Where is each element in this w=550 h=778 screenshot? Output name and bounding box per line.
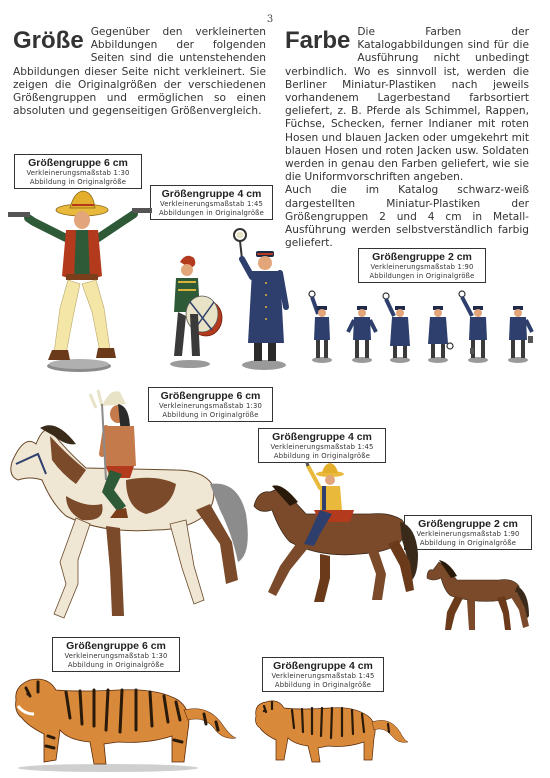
caption-group: Größengruppe 2 cm bbox=[418, 518, 518, 530]
cowboy-on-horse-figure bbox=[250, 462, 422, 610]
railway-men-row bbox=[300, 284, 540, 366]
caption-scale: Verkleinerungsmaßstab 1:45 bbox=[159, 200, 264, 208]
tiger-small-figure bbox=[250, 694, 410, 768]
caption-tiger-6cm bbox=[52, 637, 180, 672]
farbe-heading: Farbe bbox=[285, 27, 351, 54]
caption-original: Abbildung in Originalgröße bbox=[67, 660, 165, 669]
caption-original: Abbildung in Originalgröße bbox=[29, 177, 127, 186]
caption-scale: Verkleinerungsmaßstab 1:30 bbox=[26, 169, 130, 177]
caption-soldiers-2cm bbox=[358, 248, 486, 283]
railway-man-6 bbox=[508, 306, 533, 363]
drummer-figure bbox=[160, 252, 228, 370]
railway-man-4 bbox=[428, 306, 453, 363]
tiger-large-figure bbox=[8, 670, 238, 775]
caption-original: Abbildung in Originalgröße bbox=[274, 680, 372, 689]
caption-tiger-4cm bbox=[262, 657, 384, 692]
railway-man-3 bbox=[383, 293, 410, 363]
caption-original: Abbildungen in Originalgröße bbox=[158, 208, 265, 217]
farbe-section bbox=[285, 26, 529, 250]
caption-scale: Verkleinerungsmaßstab 1:30 bbox=[64, 652, 168, 660]
groesse-section bbox=[13, 26, 266, 118]
page-number: 3 bbox=[266, 14, 274, 25]
caption-horse-2cm bbox=[404, 515, 532, 550]
farbe-body-2: Auch die im Katalog schwarz-weiß dargestellten Miniatur-Plastiken der Größengruppen 2 und 4 cm in Metall-Ausführung werden selbstverständlich farbig geliefert. bbox=[285, 184, 529, 250]
railway-man-2 bbox=[348, 306, 376, 363]
caption-group: Größengruppe 4 cm bbox=[272, 431, 372, 443]
cowboy-figure bbox=[4, 188, 154, 373]
caption-scale: Verkleinerungsmaßstab 1:45 bbox=[270, 443, 374, 451]
railway-man-5 bbox=[459, 291, 488, 363]
caption-scale: Verkleinerungsmaßstab 1:30 bbox=[158, 402, 263, 410]
caption-group: Größengruppe 4 cm bbox=[273, 660, 373, 672]
caption-original: Abbildung in Originalgröße bbox=[162, 410, 259, 419]
caption-original: Abbildungen in Originalgröße bbox=[369, 271, 475, 280]
farbe-body: Die Farben der Katalogabbildungen sind für die Ausführung nicht unbedingt verbindlich. Wo es sinnvoll ist, werden die Berliner Miniatur-Plastiken nach jeweils vorhandenem Lagerbestand farbsortiert geliefert, z. B. Pferde als Schimmel, Rappen, Füchse, Schecken, ferner Indianer mit roten Hosen und blauen Jacken oder umgekehrt mit blauen Hosen und roten Jacken usw. Soldaten werden in genau den Farben geliefert, wie sie die Uniformvorschriften angeben. bbox=[285, 26, 529, 184]
caption-scale: Verkleinerungsmaßstab 1:90 bbox=[416, 530, 520, 538]
caption-group: Größengruppe 2 cm bbox=[372, 251, 472, 263]
caption-scale: Verkleinerungsmaßstab 1:90 bbox=[370, 263, 474, 271]
indian-on-horse-figure bbox=[6, 384, 256, 630]
caption-group: Größengruppe 6 cm bbox=[28, 157, 128, 169]
caption-soldiers-4cm bbox=[150, 185, 273, 220]
station-master-figure bbox=[228, 225, 294, 373]
caption-cowboy-6cm bbox=[14, 154, 142, 189]
caption-group: Größengruppe 4 cm bbox=[161, 188, 262, 200]
small-horse-figure bbox=[425, 552, 535, 634]
caption-original: Abbildung in Originalgröße bbox=[419, 538, 517, 547]
caption-original: Abbildung in Originalgröße bbox=[273, 451, 371, 460]
caption-rider-4cm bbox=[258, 428, 386, 463]
railway-man-1 bbox=[309, 291, 332, 363]
caption-group: Größengruppe 6 cm bbox=[160, 390, 261, 402]
groesse-heading: Größe bbox=[13, 27, 84, 54]
caption-scale: Verkleinerungsmaßstab 1:45 bbox=[271, 672, 375, 680]
caption-group: Größengruppe 6 cm bbox=[66, 640, 166, 652]
groesse-body: Gegenüber den verkleinerten Abbildungen der folgenden Seiten sind die untenstehenden Abbildungen dieser Seite nicht verkleinert. Sie zeigen die Originalgrößen der verschiedenen Größengruppen und ermöglichen so einen absoluten und gegenseitigen Größenvergleich. bbox=[13, 26, 266, 118]
